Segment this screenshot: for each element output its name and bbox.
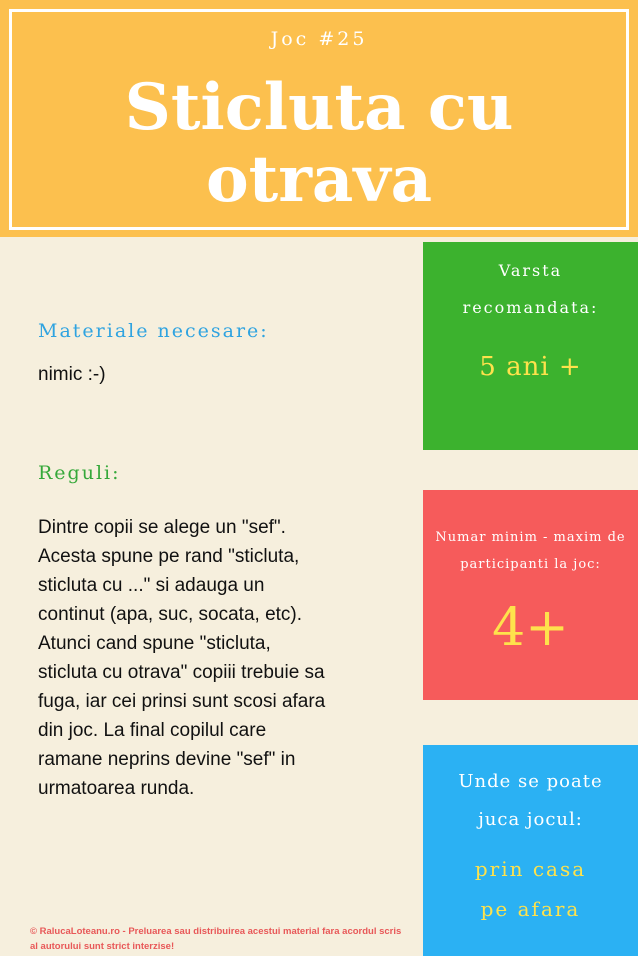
place-value-line-2: pe afara (480, 897, 581, 921)
place-value (423, 849, 638, 929)
place-box (423, 745, 638, 956)
participants-label (423, 524, 638, 578)
footer-line-1: © RalucaLoteanu.ro - Preluarea sau distribuirea acestui material fara acordul scris (30, 926, 402, 937)
rules-line: ramane neprins devine "sef" in (38, 749, 296, 770)
participants-label-line-1: Numar minim - maxim de (435, 530, 626, 545)
place-value-line-1: prin casa (474, 857, 587, 881)
rules-line: Atunci cand spune "sticluta, (38, 633, 271, 654)
rules-line: Dintre copii se alege un "sef". (38, 517, 286, 538)
age-label (423, 252, 638, 326)
age-value: 5 ani + (479, 352, 582, 382)
game-number: Joc #25 (270, 28, 368, 50)
header-banner (0, 0, 638, 237)
title-line-2: otrava (205, 142, 433, 217)
rules-line: urmatoarea runda. (38, 778, 195, 799)
participants-box (423, 490, 638, 700)
rules-line: sticluta cu otrava" copiii trebuie sa (38, 662, 325, 683)
rules-heading: Reguli: (38, 462, 121, 484)
age-label-line-2: recomandata: (462, 298, 599, 317)
rules-text (38, 513, 408, 803)
age-box (423, 242, 638, 450)
rules-line: Acesta spune pe rand "sticluta, (38, 546, 300, 567)
footer-line-2: al autorului sunt strict interzise! (30, 941, 175, 952)
rules-line: continut (apa, suc, socata, etc). (38, 604, 303, 625)
copyright-footer (30, 924, 426, 954)
page-title (0, 72, 638, 216)
participants-value: 4+ (492, 598, 569, 658)
materials-text: nimic :-) (38, 364, 106, 385)
rules-line: sticluta cu ..." si adauga un (38, 575, 265, 596)
title-line-1: Sticluta cu (124, 70, 514, 145)
place-label-line-2: juca jocul: (478, 809, 583, 830)
participants-label-line-2: participanti la joc: (460, 557, 601, 572)
rules-line: din joc. La final copilul care (38, 720, 267, 741)
place-label (423, 763, 638, 839)
materials-heading: Materiale necesare: (38, 320, 269, 342)
age-label-line-1: Varsta (498, 261, 563, 280)
rules-line: fuga, iar cei prinsi sunt scosi afara (38, 691, 326, 712)
place-label-line-1: Unde se poate (458, 771, 603, 792)
